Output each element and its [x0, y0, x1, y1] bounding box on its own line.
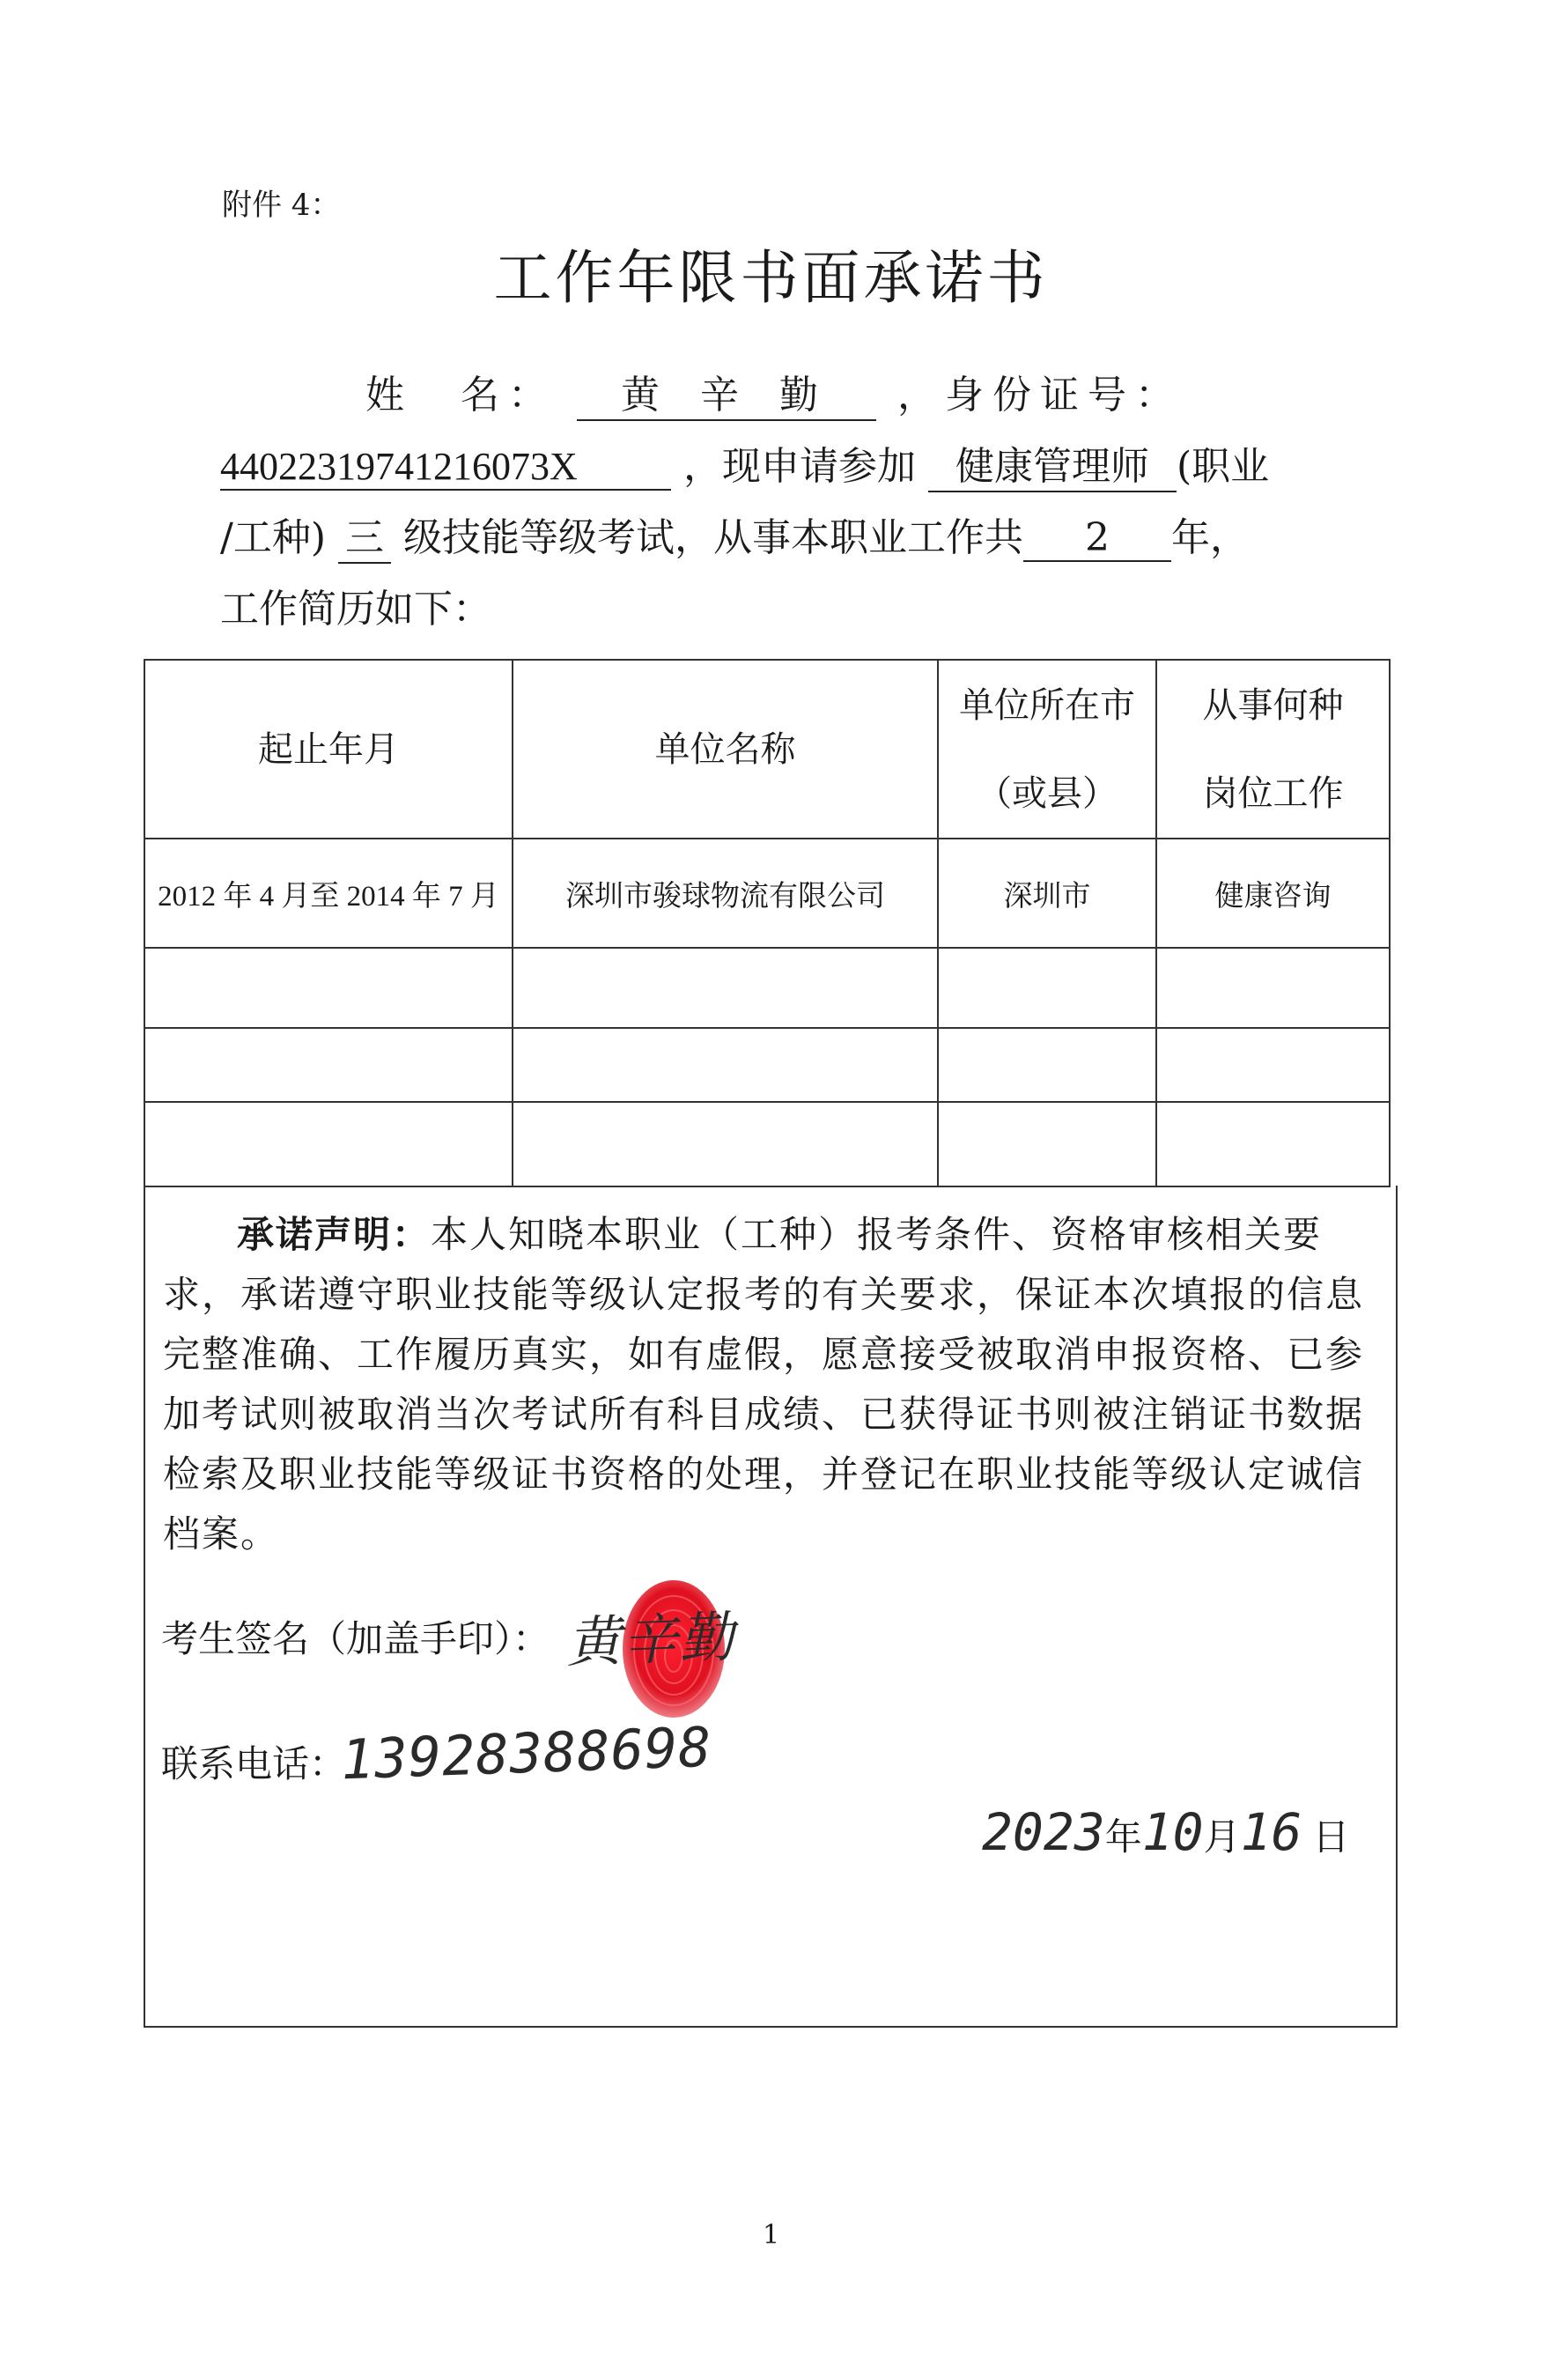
header-position: 从事何种 岗位工作: [1156, 660, 1390, 839]
cell-city: 深圳市: [938, 839, 1156, 948]
table-row: [144, 839, 1390, 948]
table-row: [144, 1028, 1390, 1102]
handwritten-signature: 黄辛勤: [564, 1604, 737, 1675]
cell-period: [144, 1028, 513, 1102]
cell-period: 2012 年 4 月至 2014 年 7 月: [144, 839, 513, 948]
date-year: 2023: [982, 1802, 1105, 1862]
cell-period: [144, 1102, 513, 1186]
intro-line-1: [365, 363, 1183, 421]
name-value: 黄 辛 勤: [577, 363, 876, 421]
cell-city: [938, 1028, 1156, 1102]
date-year-unit: 年: [1104, 1815, 1142, 1859]
header-period: 起止年月: [144, 660, 513, 839]
intro-line-2: [220, 434, 1269, 492]
table-row: [144, 948, 1390, 1028]
page-title: 工作年限书面承诺书: [493, 244, 1049, 312]
header-company: 单位名称: [513, 660, 938, 839]
signature-label: 考生签名（加盖手印）：: [161, 1617, 550, 1660]
cell-city: [938, 948, 1156, 1028]
cell-company: [513, 1102, 938, 1186]
date-day: 16: [1240, 1802, 1302, 1862]
date-month-unit: 月: [1203, 1815, 1241, 1859]
name-label: 姓 名：: [365, 373, 556, 418]
resume-intro: 工作简历如下：: [220, 587, 491, 632]
date-day-unit: 日: [1312, 1815, 1350, 1859]
id-number: 44022319741216073X: [220, 444, 671, 491]
cell-position: [1156, 1102, 1390, 1186]
phone-label: 联系电话：: [161, 1742, 347, 1785]
cell-company: [513, 948, 938, 1028]
header-city: 单位所在市 （或县）: [938, 660, 1156, 839]
occupation-value: 健康管理师: [928, 434, 1177, 492]
declaration-box: [144, 1186, 1398, 2028]
declaration-text: [163, 1205, 1383, 1564]
apply-text: ，现申请参加: [683, 444, 916, 489]
date-month: 10: [1141, 1802, 1204, 1862]
cell-position: [1156, 948, 1390, 1028]
intro-line-3: [220, 506, 1249, 564]
years-value: 2: [1023, 515, 1171, 562]
level-text: 级技能等级考试，从事本职业工作共: [403, 515, 1023, 560]
level-value: 三: [338, 506, 391, 564]
years-unit: 年，: [1171, 515, 1249, 560]
cell-period: [144, 948, 513, 1028]
cell-position: 健康咨询: [1156, 839, 1390, 948]
worktype-prefix: /工种): [220, 515, 326, 560]
occupation-suffix: (职业: [1177, 444, 1270, 489]
cell-company: 深圳市骏球物流有限公司: [513, 839, 938, 948]
declaration-body: 本人知晓本职业（工种）报考条件、资格审核相关要求，承诺遵守职业技能等级认定报考的有关要求，保证本次填报的信息完整准确、工作履历真实，如有虚假，愿意接受被取消申报资格、已参加考试则被取消当次考试所有科目成绩、已获得证书则被注销证书数据检索及职业技能等级证书资格的处理，并登记在职业技能等级认定诚信档案。: [163, 1213, 1365, 1556]
cell-position: [1156, 1028, 1390, 1102]
attachment-label: 附件 4：: [222, 188, 341, 223]
cell-company: [513, 1028, 938, 1102]
table-row: [144, 1102, 1390, 1186]
table-header-row: [144, 660, 1390, 839]
cell-city: [938, 1102, 1156, 1186]
id-label: ，身份证号：: [897, 373, 1183, 418]
declaration-label: 承诺声明：: [237, 1213, 432, 1256]
page-number: 1: [762, 2220, 780, 2251]
signing-date: [982, 1802, 1349, 1862]
phone-number: 13928388698: [339, 1714, 713, 1792]
work-history-table: [144, 659, 1391, 1187]
